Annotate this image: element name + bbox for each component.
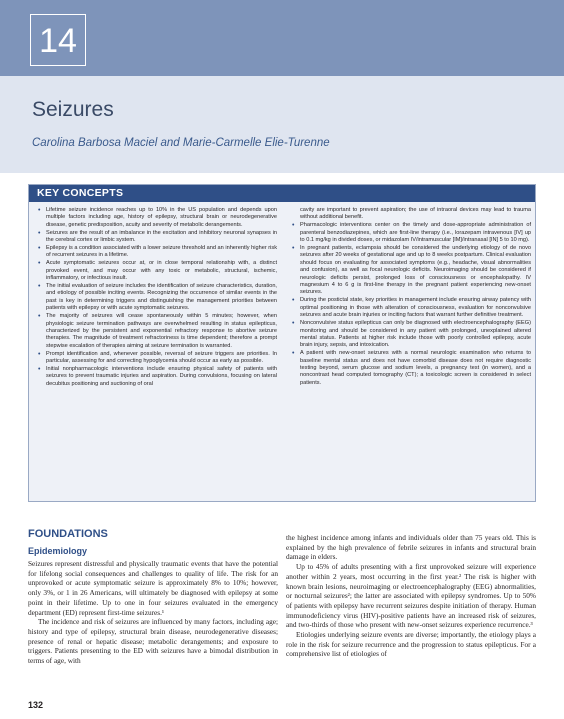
key-concepts-right-column [291,207,531,388]
key-concept-item [291,297,531,319]
bullet-icon: • [38,207,41,214]
key-concept-text: Initial nonpharmacologic interventions include ensuring physical safety of patients with seizures to prevent traumatic injuries and aspiration. During convulsions, focusing on lateral decubitus positioning and suctioning of oral [46,366,277,387]
key-concept-item [37,351,277,366]
key-concept-text: Seizures are the result of an imbalance in the excitation and inhibitory neuronal synapses in the cerebral cortex or limbic system. [46,229,277,244]
body-paragraph: Etiologies underlying seizure events are diverse; importantly, the etiology plays a role in the risk for seizure recurrence and the progression to status epilepticus. For a comprehensive list of etiologies of [286,630,536,659]
body-paragraph: the highest incidence among infants and individuals older than 75 years old. This is explained by the high prevalence of febrile seizures in infants and structural brain damage in elders. [286,533,536,562]
body-paragraph: Up to 45% of adults presenting with a first unprovoked seizure will experience another within 2 years, most occurring in the first year.² The risk is higher with known brain lesions, neuroimaging or electroencephalography (EEG) abnormalities, or nocturnal seizures²; the latter are associated with epilepsy syndromes. Up to 50% of patients with epilepsy have recurrent seizures despite initiation of therapy. Human immunodeficiency virus (HIV)-positive patients have an increased risk of seizures, and two-thirds of those who present with new-onset seizures experience recurrence.³ [286,562,536,630]
key-concepts-left-column [37,207,277,389]
section-heading: FOUNDATIONS [28,528,108,540]
key-concept-item [37,230,277,245]
bullet-icon: • [292,297,295,305]
bullet-icon: • [292,222,295,230]
key-concept-text: Nonconvulsive status epilepticus can only be diagnosed with electroencephalography (EEG) monitoring and should be considered in any patient with prolonged, unexplained altered mental status. Patients at higher risk include those with poorly controlled epilepsy, acute brain injury, sepsis, and intoxication. [300,320,531,349]
title-panel [0,76,564,173]
key-concept-item [291,222,531,244]
body-right-column [286,533,536,659]
body-paragraph: Seizures represent distressful and physically traumatic events that have the potential for lifelong social consequences and challenges to quality of life. The risk for an unprovoked or acute symptomatic seizure is approximately 8% to 10%; however, only 3%, or 1 in 26 Americans, will ultimately be diagnosed with epilepsy at some point in their lifetime. Up to one in four seizures evaluated in the emergency department (ED) represent first-time seizures.¹ [28,559,278,617]
key-concept-text: cavity are important to prevent aspiration; the use of intraoral devices may lead to trauma without additional benefit. [300,207,531,221]
chapter-header-band [0,0,564,76]
key-concept-item [291,207,531,222]
chapter-authors: Carolina Barbosa Maciel and Marie-Carmelle Elie-Turenne [32,137,330,149]
key-concept-text: Epilepsy is a condition associated with a lower seizure threshold and an inherently higher risk of recurrent seizures in a lifetime. [46,245,277,259]
bullet-icon: • [292,245,295,253]
key-concept-item [291,245,531,297]
bullet-icon: • [38,366,41,374]
bullet-icon: • [38,350,41,358]
key-concept-text: Prompt identification and, whenever possible, reversal of seizure triggers are priorities. In particular, assessing for and correcting hypoglycemia should occur as early as possible. [46,350,277,365]
bullet-icon: • [38,245,41,253]
key-concept-text: The initial evaluation of seizure includes the identification of seizure characteristics, duration, and etiology of possible inciting events. Recognizing the occurrence of similar events in the past is key in determining triggers and distinguishing the management priorities between patients with epilepsy or with acute symptomatic seizures. [46,283,277,312]
bullet-icon: • [38,229,41,237]
key-concept-item [37,366,277,388]
key-concepts-box [28,184,536,502]
subsection-heading: Epidemiology [28,546,88,556]
key-concept-item [291,320,531,350]
key-concept-item [37,260,277,282]
chapter-number: 14 [30,14,86,66]
key-concept-item [37,283,277,313]
key-concept-item [37,245,277,260]
key-concept-text: A patient with new-onset seizures with a normal neurologic examination who returns to baseline mental status and does not have comorbid disease does not require diagnostic testing beyond, serum glucose and sodium levels, a pregnancy test (in women), and a noncontrast head computed tomography (CT); a toxicologic screen is considered in select patients. [300,350,531,386]
bullet-icon: • [292,350,295,358]
bullet-icon: • [292,320,295,328]
key-concept-text: During the postictal state, key priorities in management include ensuring airway patency with optimal positioning in those with alteration of consciousness, evaluation for nonconvulsive seizures and acute brain injuries or inciting factors that warrant further definitive treatment. [300,297,531,319]
page-number: 132 [28,700,44,710]
body-left-column [28,559,278,666]
key-concept-text: Acute symptomatic seizures occur at, or in close temporal relationship with, a distinct provoked event, and may occur with any toxic or metabolic, structural, ischemic, inflammatory, or infectious insult. [46,260,277,282]
bullet-icon: • [38,260,41,268]
key-concept-text: Pharmacologic interventions center on the timely and dose-appropriate administration of parenteral benzodiazepines, which are first-line therapy (i.e., lorazepam intravenous [IV] up to 0.1 mg/kg in divided doses, or midazolam IV/intramuscular [IM]/intranasal [IN] 5 to 10 mg). [300,222,531,244]
key-concept-text: Lifetime seizure incidence reaches up to 10% in the US population and depends upon multiple factors including age, history of epilepsy, structural brain or neurodegenerative disease, genetic predisposition, acuity and severity of metabolic derangements. [46,207,277,228]
key-concept-item [291,350,531,387]
key-concepts-heading: KEY CONCEPTS [29,185,535,202]
key-concept-item [37,207,277,229]
body-paragraph: The incidence and risk of seizures are influenced by many factors, including age; history and type of epilepsy, structural brain disease, neurodegenerative diseases; presence of renal or hepatic disease; metabolic derangements; and exposure to triggers. Patients presenting to the ED with seizures have a bimodal distribution in terms of age, with [28,617,278,666]
key-concept-text: In pregnant patients, eclampsia should be considered the underlying etiology of de novo seizures after 20 weeks of gestational age and up to 8 weeks postpartum. Clinical evaluation should focus on evaluating for associated symptoms (e.g., headache, visual abnormalities and confusion), as well as focal neurologic deficits. Neuroimaging should be considered if neurologic deficits persist, prolonged loss of consciousness or encephalopathy. IV magnesium 4 to 6 g is first-line therapy in the pregnant patient experiencing new-onset seizures. [300,245,531,296]
key-concept-text: The majority of seizures will cease spontaneously within 5 minutes; however, when physiologic seizure termination pathways are overwhelmed resulting in status epilepticus, characterized by the persistent and exponential refractory response to abortive seizure therapies. The magnitude of treatment refractoriness is time dependent; therefore a prompt stepwise escalation of therapies aiming at seizure termination is warranted. [46,313,277,349]
bullet-icon: • [38,313,41,321]
chapter-title: Seizures [32,98,114,121]
key-concept-item [37,313,277,350]
bullet-icon: • [38,283,41,291]
